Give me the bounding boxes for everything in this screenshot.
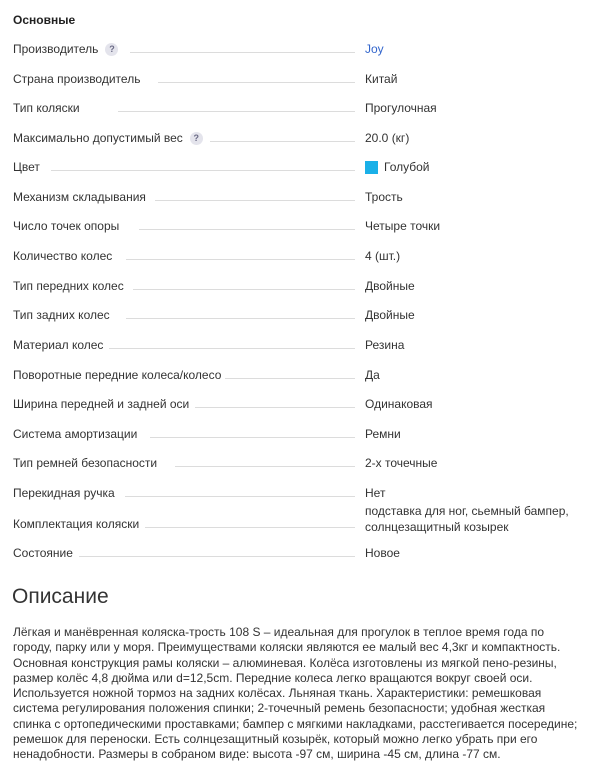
- section-title: Основные: [13, 13, 76, 27]
- dotted-leader: [210, 141, 355, 142]
- spec-row-wheel-material: [13, 338, 583, 358]
- dotted-leader: [175, 466, 355, 467]
- dotted-leader: [133, 289, 355, 290]
- dotted-leader: [155, 200, 355, 201]
- spec-value: Четыре точки: [365, 219, 441, 233]
- description-title: Описание: [12, 585, 109, 608]
- spec-row-support-points: [13, 219, 583, 239]
- description-text: Лёгкая и манёвренная коляска-трость 108 S – идеальная для прогулок в теплое время года по городу, парку или у моря. Преимуществами коляски являются ее малый вес 4,3кг и компактность. Основная конструкция рамы коляски – алюминевая. Колёса изготовлены из мягкой пено-резины, размер колёс 4,8 дюйма или d=12,5cm. Передние колеса легко вращаются вокруг своей оси. Используется ножной тормоз на задних колёсах. Льняная ткань. Характеристики: ремешковая система регулирования положения спинки; 2-точечный ремень безопасности; удобная жесткая спинка с ортопедическими проставками; бампер с мягкими накладками, расстегивается посередине; ремешок для переноски. Есть солнцезащитный козырёк, который можно легко убрать при его ненадобности. Размеры в собраном виде: высота -97 см, ширина -45 см, длина -77 см.: [13, 625, 578, 762]
- spec-row-suspension: [13, 427, 583, 447]
- spec-row-country: [13, 72, 583, 92]
- dotted-leader: [79, 556, 355, 557]
- spec-value: Китай: [365, 72, 398, 86]
- spec-value: Да: [365, 368, 380, 382]
- spec-value: [365, 160, 430, 174]
- spec-row-front-wheels: [13, 279, 583, 299]
- dotted-leader: [145, 527, 355, 528]
- spec-label: Механизм складывания: [13, 190, 146, 204]
- spec-row-condition: [13, 546, 583, 566]
- spec-value: Ремни: [365, 427, 401, 441]
- spec-label: [13, 131, 203, 145]
- dotted-leader: [195, 407, 355, 408]
- dotted-leader: [139, 229, 355, 230]
- dotted-leader: [126, 259, 355, 260]
- spec-value: Прогулочная: [365, 101, 437, 115]
- spec-label: Страна производитель: [13, 72, 141, 86]
- dotted-leader: [225, 378, 355, 379]
- spec-row-swivel-wheels: [13, 368, 583, 388]
- dotted-leader: [118, 111, 355, 112]
- spec-label: Ширина передней и задней оси: [13, 397, 190, 411]
- spec-label: Перекидная ручка: [13, 486, 115, 500]
- spec-label-text: Производитель: [13, 42, 99, 56]
- spec-row-stroller-type: [13, 101, 583, 121]
- spec-value: Одинаковая: [365, 397, 433, 411]
- spec-label: Состояние: [13, 546, 73, 560]
- spec-row-max-weight: [13, 131, 583, 151]
- spec-label: Материал колес: [13, 338, 104, 352]
- spec-label: Система амортизации: [13, 427, 138, 441]
- spec-value-text: Голубой: [384, 160, 430, 174]
- spec-label: Тип передних колес: [13, 279, 124, 293]
- spec-row-axle-width: [13, 397, 583, 417]
- spec-value: Новое: [365, 546, 400, 560]
- spec-label-text: Максимально допустимый вес: [13, 131, 183, 145]
- help-icon[interactable]: ?: [190, 132, 203, 145]
- spec-value: Двойные: [365, 279, 415, 293]
- spec-label: Число точек опоры: [13, 219, 120, 233]
- spec-row-wheel-count: [13, 249, 583, 269]
- spec-value: Трость: [365, 190, 403, 204]
- spec-row-package: [13, 504, 583, 537]
- spec-value: подставка для ног, сьемный бампер, солнцезащитный козырек: [365, 504, 569, 534]
- dotted-leader: [150, 437, 355, 438]
- spec-value: Нет: [365, 486, 386, 500]
- spec-row-safety-belts: [13, 456, 583, 476]
- manufacturer-link[interactable]: Joy: [365, 42, 384, 56]
- spec-label: Тип коляски: [13, 101, 80, 115]
- dotted-leader: [126, 318, 355, 319]
- help-icon[interactable]: ?: [105, 43, 118, 56]
- spec-label: Тип задних колес: [13, 308, 110, 322]
- spec-row-manufacturer: [13, 42, 583, 62]
- dotted-leader: [125, 496, 355, 497]
- spec-label: Тип ремней безопасности: [13, 456, 158, 470]
- dotted-leader: [158, 82, 355, 83]
- spec-label: Количество колес: [13, 249, 113, 263]
- spec-value: 2-х точечные: [365, 456, 438, 470]
- spec-row-color: [13, 160, 583, 180]
- spec-row-folding: [13, 190, 583, 210]
- spec-label: Цвет: [13, 160, 40, 174]
- spec-value: Резина: [365, 338, 405, 352]
- color-swatch: [365, 161, 378, 174]
- spec-label: Поворотные передние колеса/колесо: [13, 368, 222, 382]
- dotted-leader: [109, 348, 355, 349]
- spec-value: 4 (шт.): [365, 249, 401, 263]
- dotted-leader: [130, 52, 355, 53]
- spec-value: 20.0 (кг): [365, 131, 410, 145]
- spec-value: Двойные: [365, 308, 415, 322]
- spec-label: Комплектация коляски: [13, 517, 140, 531]
- spec-label: [13, 42, 118, 56]
- dotted-leader: [51, 170, 355, 171]
- spec-row-rear-wheels: [13, 308, 583, 328]
